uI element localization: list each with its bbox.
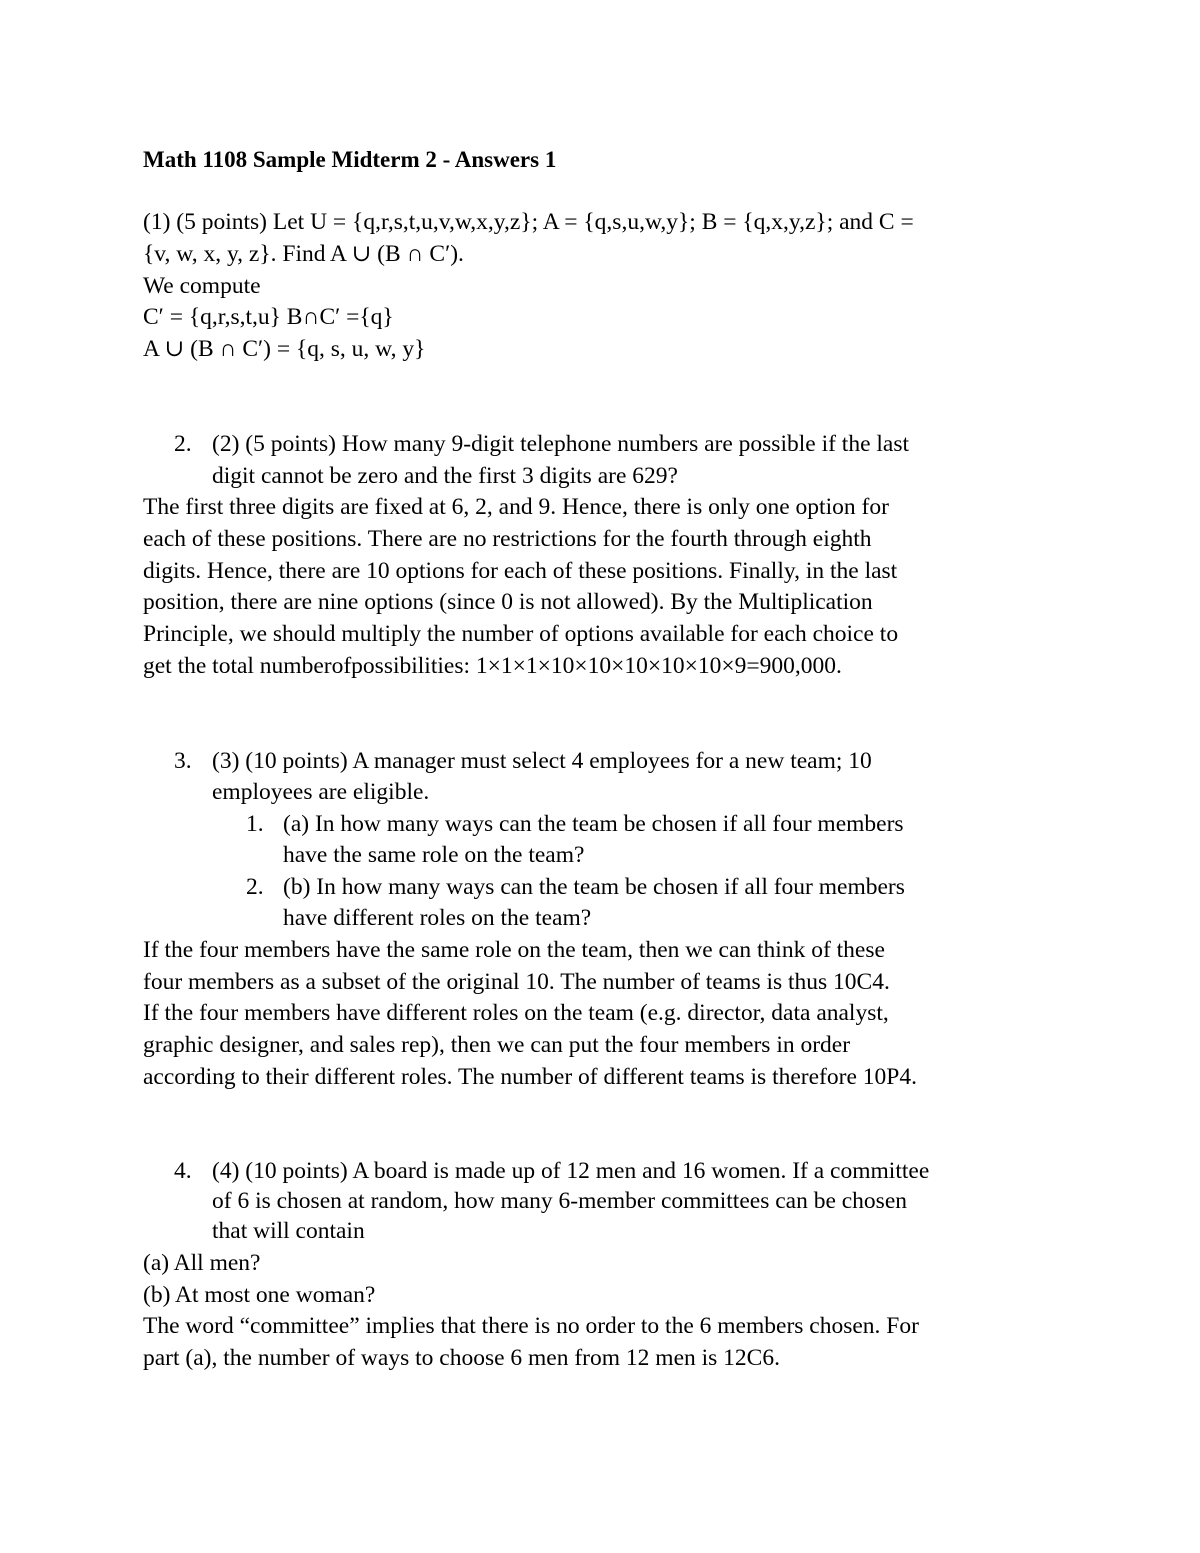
q4-question-line: (4) (10 points) A board is made up of 12 men and 16 women. If a committee xyxy=(212,1158,930,1184)
q1-line: A ∪ (B ∩ C′) = {q, s, u, w, y} xyxy=(143,336,426,362)
page-title: Math 1108 Sample Midterm 2 - Answers 1 xyxy=(143,147,557,172)
q3-answer-line: graphic designer, and sales rep), then we can put the four members in order xyxy=(143,1032,851,1058)
q2-number: 2. xyxy=(174,431,192,457)
q3-question-line: employees are eligible. xyxy=(212,779,430,805)
q3-sub-b-line: (b) In how many ways can the team be chosen if all four members xyxy=(283,874,905,900)
q3-number: 3. xyxy=(174,748,192,774)
q1-line: We compute xyxy=(143,273,261,299)
q4-answer-line: (a) All men? xyxy=(143,1250,261,1276)
q2-answer-line: get the total numberofpossibilities: 1×1×1×10×10×10×10×10×9=900,000. xyxy=(143,653,842,679)
q1-line: C′ = {q,r,s,t,u} B∩C′ ={q} xyxy=(143,304,394,330)
q2-answer-line: The first three digits are fixed at 6, 2, and 9. Hence, there is only one option for xyxy=(143,494,889,520)
q3-sub-a-number: 1. xyxy=(246,811,264,837)
q2-answer-line: digits. Hence, there are 10 options for each of these positions. Finally, in the last xyxy=(143,558,898,584)
q4-question-line: that will contain xyxy=(212,1218,365,1244)
q3-answer-line: If the four members have the same role on the team, then we can think of these xyxy=(143,937,885,963)
q2-answer-line: each of these positions. There are no restrictions for the fourth through eighth xyxy=(143,526,872,552)
q3-sub-a-line: (a) In how many ways can the team be chosen if all four members xyxy=(283,811,904,837)
q2-question-line: (2) (5 points) How many 9-digit telephone numbers are possible if the last xyxy=(212,431,910,457)
q2-question-line: digit cannot be zero and the first 3 digits are 629? xyxy=(212,463,678,489)
q3-sub-b-line: have different roles on the team? xyxy=(283,905,592,931)
q3-sub-a-line: have the same role on the team? xyxy=(283,842,585,868)
q3-answer-line: If the four members have different roles on the team (e.g. director, data analyst, xyxy=(143,1000,889,1026)
q4-answer-line: The word “committee” implies that there is no order to the 6 members chosen. For xyxy=(143,1313,919,1339)
q3-answer-line: according to their different roles. The number of different teams is therefore 10P4. xyxy=(143,1064,917,1090)
q3-answer-line: four members as a subset of the original 10. The number of teams is thus 10C4. xyxy=(143,969,890,995)
q2-answer-line: position, there are nine options (since 0 is not allowed). By the Multiplication xyxy=(143,589,873,615)
q4-answer-line: part (a), the number of ways to choose 6 men from 12 men is 12C6. xyxy=(143,1345,780,1371)
q2-answer-line: Principle, we should multiply the number of options available for each choice to xyxy=(143,621,899,647)
q1-line: (1) (5 points) Let U = {q,r,s,t,u,v,w,x,y,z}; A = {q,s,u,w,y}; B = {q,x,y,z}; and C = xyxy=(143,209,914,235)
q4-question-line: of 6 is chosen at random, how many 6-member committees can be chosen xyxy=(212,1188,908,1214)
q1-line: {v, w, x, y, z}. Find A ∪ (B ∩ C′). xyxy=(143,241,464,267)
q3-sub-b-number: 2. xyxy=(246,874,264,900)
q4-number: 4. xyxy=(174,1158,192,1184)
q3-question-line: (3) (10 points) A manager must select 4 employees for a new team; 10 xyxy=(212,748,872,774)
q4-answer-line: (b) At most one woman? xyxy=(143,1282,376,1308)
